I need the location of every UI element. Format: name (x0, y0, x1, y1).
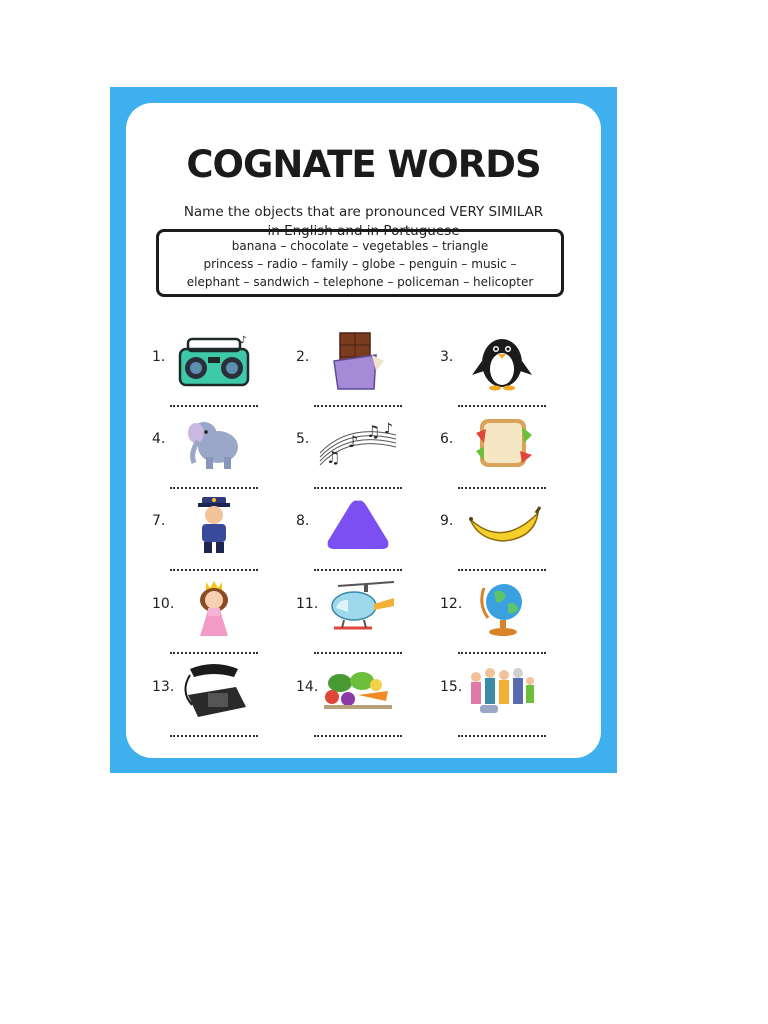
elephant-icon (174, 413, 254, 473)
item-number: 9. (440, 513, 454, 529)
princess-icon (174, 578, 254, 638)
answer-line[interactable] (170, 652, 258, 654)
item-number: 14. (296, 679, 319, 695)
word-bank-line-3: elephant – sandwich – telephone – policeman – helicopter (186, 275, 534, 289)
item-number: 5. (296, 431, 310, 447)
svg-text:♪: ♪ (348, 432, 359, 451)
answer-line[interactable] (170, 569, 258, 571)
answer-line[interactable] (458, 735, 546, 737)
item-number: 13. (152, 679, 175, 695)
answer-line[interactable] (170, 405, 258, 407)
answer-line[interactable] (170, 735, 258, 737)
item-number: 11. (296, 596, 319, 612)
item-number: 7. (152, 513, 166, 529)
chocolate-icon (318, 331, 398, 391)
radio-icon (174, 331, 254, 391)
item-6 (440, 413, 590, 493)
svg-text:♫: ♫ (326, 448, 341, 467)
answer-line[interactable] (314, 735, 402, 737)
answer-line[interactable] (458, 487, 546, 489)
instruction-line-2: in English and in Portuguese (267, 223, 460, 239)
item-number: 8. (296, 513, 310, 529)
svg-text:♪: ♪ (384, 421, 393, 437)
item-1 (152, 331, 302, 411)
word-bank-line-2: princess – radio – family – globe – penguin – music – (203, 257, 517, 271)
answer-line[interactable] (170, 487, 258, 489)
svg-text:♪: ♪ (240, 335, 247, 346)
policeman-icon (174, 495, 254, 555)
family-icon (462, 661, 542, 721)
item-13 (152, 661, 302, 741)
answer-line[interactable] (458, 652, 546, 654)
music-icon (318, 413, 398, 473)
item-number: 6. (440, 431, 454, 447)
item-4 (152, 413, 302, 493)
word-bank-line-1: banana – chocolate – vegetables – triangle (231, 239, 489, 253)
item-9 (440, 495, 590, 575)
item-12 (440, 578, 590, 658)
item-10 (152, 578, 302, 658)
helicopter-icon (318, 578, 398, 638)
penguin-icon (462, 331, 542, 391)
answer-line[interactable] (314, 652, 402, 654)
item-3 (440, 331, 590, 411)
answer-line[interactable] (458, 569, 546, 571)
item-14 (296, 661, 446, 741)
item-11 (296, 578, 446, 658)
svg-text:♫: ♫ (366, 422, 381, 441)
answer-line[interactable] (314, 405, 402, 407)
banana-icon (462, 495, 542, 555)
item-2 (296, 331, 446, 411)
item-number: 2. (296, 349, 310, 365)
instruction-line-1: Name the objects that are pronounced VERY SIMILAR (183, 204, 544, 220)
worksheet-card (126, 103, 601, 758)
item-number: 4. (152, 431, 166, 447)
answer-line[interactable] (314, 569, 402, 571)
telephone-icon (174, 661, 254, 721)
answer-line[interactable] (314, 487, 402, 489)
vegetables-icon (318, 661, 398, 721)
item-number: 3. (440, 349, 454, 365)
item-5 (296, 413, 446, 493)
item-number: 12. (440, 596, 463, 612)
triangle-icon (318, 495, 398, 555)
worksheet-frame (110, 87, 617, 773)
item-8 (296, 495, 446, 575)
item-number: 1. (152, 349, 166, 365)
globe-icon (462, 578, 542, 638)
picture-grid (126, 103, 601, 758)
item-7 (152, 495, 302, 575)
worksheet-title: COGNATE WORDS (186, 143, 541, 186)
sandwich-icon (462, 413, 542, 473)
item-number: 15. (440, 679, 463, 695)
item-number: 10. (152, 596, 175, 612)
answer-line[interactable] (458, 405, 546, 407)
item-15 (440, 661, 590, 741)
